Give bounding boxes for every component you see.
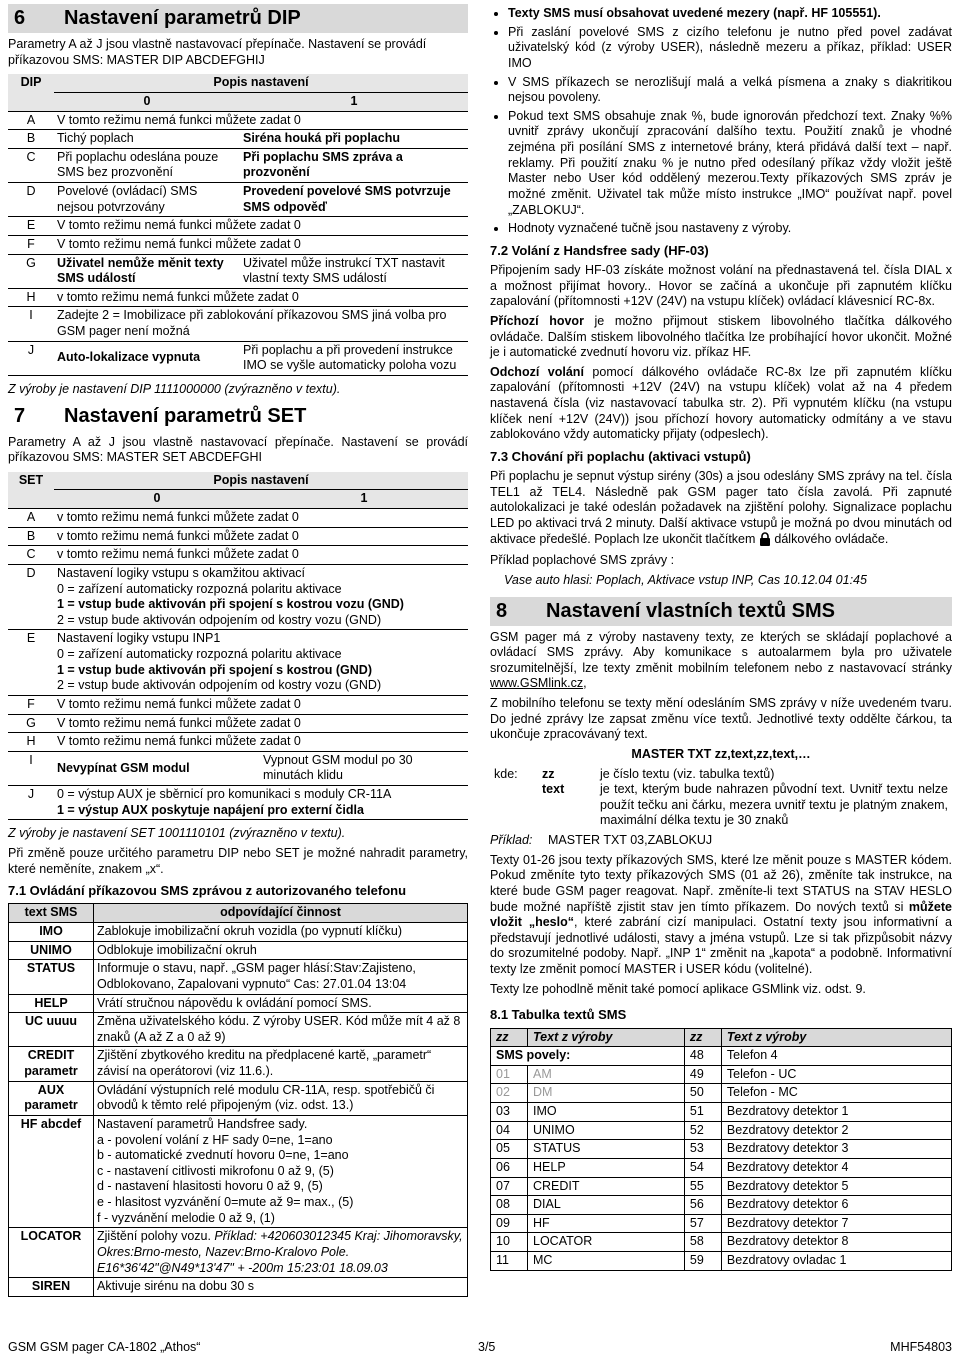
- notes-list: [490, 6, 952, 237]
- sec73-heading: 7.3 Chování při poplachu (aktivaci vstupů): [490, 448, 751, 464]
- table-row: B Tichý poplach Siréna houká při poplachu: [8, 130, 468, 149]
- section-number: 6: [14, 7, 26, 29]
- table-row: 04 UNIMO 52 Bezdratovy detektor 2: [491, 1121, 952, 1140]
- table-row: 03 IMO 51 Bezdratovy detektor 1: [491, 1103, 952, 1122]
- dip-table: [8, 74, 468, 376]
- table-row: 08 DIAL 56 Bezdratovy detektor 6: [491, 1196, 952, 1215]
- table-row: UNIMO Odblokuje imobilizační okruh: [9, 941, 468, 960]
- list-item: • Pokud text SMS obsahuje znak %, bude ignorován předchozí text. Znaky %% uvnitř zprávy ukončují zpracování dalšího textu. Použití znaků je vhodné zejména při posílání SMS z internetové brány, která přidává další text – např. reklamy. Při použití znaku % je nutno před odesílaný příkaz vždy vložit ještě Master nebo User kód oddělený mezerou.Texty příkazových SMS zpráv je možné změnit. Uživatel tak může místo instrukce „IMO“ používat např. povel „ZABLOKUJ“.: [508, 109, 952, 218]
- dip-col1: 1: [240, 92, 468, 111]
- table-row: 06 HELP 54 Bezdratovy detektor 4: [491, 1158, 952, 1177]
- table-row: 10 LOCATOR 58 Bezdratovy detektor 8: [491, 1233, 952, 1252]
- gsmlink-link[interactable]: www.GSMlink.cz: [490, 676, 584, 691]
- table-row: A V tomto režimu nemá funkci můžete zadat 0: [8, 111, 468, 130]
- left-column: [8, 0, 468, 1297]
- table-row: SIREN Aktivuje sirénu na dobu 30 s: [9, 1278, 468, 1297]
- table-row: 01 AM 49 Telefon - UC: [491, 1065, 952, 1084]
- dip-col0: 0: [54, 92, 240, 111]
- table-row: E V tomto režimu nemá funkci můžete zadat 0: [8, 217, 468, 236]
- table-row: STATUS Informuje o stavu, např. „GSM pager hlásí:Stav:Zajisteno, Odblokovano, Zapalovani vypnuto“ Cas: 27.01.04 13:04: [9, 960, 468, 994]
- table-row: E Nastavení logiky vstupu INP1 0 = zařízení automaticky rozpozná polaritu aktivace 1 = vstup bude aktivován při spojení s kostrou (GND) 2 = vstup bude aktivován odpojením od kostry vozu (GND): [8, 630, 468, 696]
- right-column: • Texty SMS musí obsahovat uvedené mezery (např. HF 105551). • Při zaslání povelové SMS z cizího telefonu je nutno před povel zadávat uživatelský kód (z výroby USER), následně mezeru a příkaz, příklad: USER IMO • V SMS příkazech se nerozlišují malá a velká písmena a znaky s diakritikou nejsou povoleny. • Pokud text SMS obsahuje znak %, bude ignorován předchozí text. Znaky %% uvnitř zprávy ukončují zpracování dalšího textu. Použití znaků je vhodné zejména při posílání SMS z internetové brány, která přidává další text – např. reklamy. Při použití znaku % je nutno před odesílaný příkaz vždy vložit ještě Master nebo User kód oddělený mezerou.Texty příkazových SMS zpráv je možné změnit. Uživatel tak může místo instrukce „IMO“ používat např. povel „ZABLOKUJ“. • Hodnoty vyznačené tučně jsou nastaveny z výroby. 7.2 Volání z Handsfree sady (HF-03) Připojením sady HF-03 získáte možnost volání na přednastavená tel. čísla DIAL x a možnost přijímat hovory.. Hovor se začíná a ukončuje při zapnutém klíčku zapalování (přítomnosti +12V (24V) na vstupu klíček) ovládací klávesnicí RC-8x. Příchozí hovor je možno přijmout stiskem libovolného tlačítka dálkového ovládače. Dalším stiskem libovolného tlačítka lze probíhající hovor ukončit. Možné je i automatické zvednutí hovoru viz. příkaz HF. Odchozí volání pomocí dálkového ovládače RC-8x lze při zapnutém klíčku zapalování (přítomnosti +12V (24V) na vstupu klíček) volat až na 4 předem nastavená čísla (viz nastavovací tabulka str. 2). Při vypnutém klíčku (na vstupu klíček není +12V (24V)) jsou příchozí hovory automaticky odmítány a ve stavu zablokováno vždy automaticky přijaty (odpeslech). 7.3 Chování při poplachu (aktivaci vstupů) Při poplachu je sepnut výstup sirény (30s) a jsou odeslány SMS zprávy na tel. čísla TEL1 až TEL4. Následně pak GSM pager tato čísla zavolá. Při zapnuté autolokalizaci je také odeslán požadavek na zjištění polohy. Signalizace poplachu LED po aktivaci trvá 2 minuty. Další aktivace vstupů je možná po dvou minutách od aktivace předešlé. Poplach lze ukončit tlačítkem dálkového ovládače. Příklad poplachové SMS zprávy : Vase auto hlasi: Poplach, Aktivace vstup INP, Cas 10.12.04 01:45 8 Nastavení vlastních textů SMS GSM pager má z výroby nastaveny texty, ze kterých se skládají poplachové a ovládací SMS zprávy. Aby komunikace s autoalarmem byla pro uživatele srozumitelnější, lze texty změnit mobilním telefonem nebo z nastavovací stránky www.GSMlink.cz, Z mobilního telefonu se texty mění odesláním SMS zprávy v níže uvedeném tvaru. Do jedné zprávy lze zapsat změnu více textů. Jednotlivé texty oddělte čárkou, ta ukončuje zpracovávaný text. MASTER TXT zz,text,zz,text,… kde: zz je číslo textu (viz. tabulka textů) text je text, kterým bude nahrazen původní text. Uvnitř textu nelze použít tečku ani čárku, mezera uvnitř textu je platným znakem, maximální délka textu je 30 znaků Příklad: MASTER TXT 03,ZABLOKUJ Texty 01-26 jsou texty příkazových SMS, které lze měnit pouze s MASTER kódem. Pokud změníte tyto texty příkazových SMS (01 až 26), změníte tak instrukce, na které bude GSM pager reagovat. Např. změníte-li text STATUS na STAV HESLO bude možné napříště zjistit stav jen tímto příkazem. Do nových textů si můžete vložit „heslo“, které zabrání cizí manipulaci. Ostatní texty jsou informativní a představují jednotlivé události, stavy a jména vstupů. Lze si tak přizpůsobit názvy do srozumitelné podoby. Např. „INP 1“ změnit na „kapota“ a podobně. Informativní texty lze změnit pomocí MASTER i USER kódu (volitelné). Texty lze pohodlně měnit také pomocí aplikace GSMlink viz. odst. 9. 8.1 Tabulka textů SMS zz Text z výroby zz Text z výroby SMS povely: 48 Telefon 4 01 AM 49 Telefon - UC 02 DM 50 Telefon - MC 03 IMO 51 Bezdratovy detektor 1 04 UNIMO 52 Bezdratovy detektor 2 05 STATUS 53 Bezdratovy detektor 3 06 HELP 54 Bezdratovy detektor 4 07 CREDIT 55 Bezdratovy detektor 5 08 DIAL 56 Bezdratovy detektor 6 09 HF 57 Bezdratovy detektor 7 10 LOCATOR 58 Bezdratovy detektor 8 11 MC 59 Bezdratovy ovladac 1: [490, 6, 952, 1271]
- table-row: A v tomto režimu nemá funkci můžete zadat 0: [8, 509, 468, 528]
- table-row: 05 STATUS 53 Bezdratovy detektor 3: [491, 1140, 952, 1159]
- table-row: I Zadejte 2 = Imobilizace při zablokování příkazovou SMS jiná volba pro GSM pager není možná: [8, 307, 468, 341]
- dip-col-desc: Popis nastavení: [54, 74, 468, 92]
- table-row: G Uživatel nemůže měnit texty SMS událostí Uživatel může instrukcí TXT nastavit vlastní texty SMS událostí: [8, 254, 468, 288]
- table-row: G V tomto režimu nemá funkci můžete zadat 0: [8, 714, 468, 733]
- table-row: F V tomto režimu nemá funkci můžete zadat 0: [8, 235, 468, 254]
- table-row: J 0 = výstup AUX je sběrnicí pro komunikaci s moduly CR-11A 1 = výstup AUX poskytuje napájení pro externí čidla: [8, 786, 468, 820]
- table-row: D Povelové (ovládací) SMS nejsou potvrzovány Provedení povelové SMS potvrzuje SMS odpověď: [8, 183, 468, 217]
- section-6-heading: [8, 4, 468, 33]
- table-row: H V tomto režimu nemá funkci můžete zadat 0: [8, 733, 468, 752]
- sms-command-table: text SMS odpovídající činnost IMO Zablokuje imobilizační okruh vozidla (po vypnutí klíčku) UNIMO Odblokuje imobilizační okruh STATUS Informuje o stavu, např. „GSM pager hlásí:Stav:Zajisteno, Odblokovano, Zapalovani vypnuto“ Cas: 27.01.04 13:04 HELP Vrátí stručnou nápovědu k ovládání pomocí SMS. UC uuuu Změna uživatelského kódu. Z výroby USER. Kód může mít 4 až 8 znaků (A až Z a 0 až 9) CREDIT parametr Zjištění zbytkového kreditu na předplacené kartě, „parametr“ závisí na operátorovi (viz 11.6.). AUX parametr Ovládání výstupních relé modulu CR-11A, resp. spotřebičů či obvodů k těmto relé připojeným (viz. odst. 13.) HF abcdef Nastavení parametrů Handsfree sady. a - povolení volání z HF sady 0=ne, 1=ano b - automatické zvednutí hovoru 0=ne, 1=ano c - nastavení citlivosti mikrofonu 0 až 9, (5) d - nastavení hlasitosti hovoru 0 až 9, (5) e - hlasitost vyzvánění 0=mute až 9= max., (5) f - vyzvánění melodie 0 až 9, (1) LOCATOR Zjištění polohy vozu. Příklad: +420603012345 Kraj: Jihomoravsky, Okres:Brno-mesto, Nazev:Brno-Kralovo Pole. E16*36'42"@N49*13'47" + -200m 15:23:01 18.09.03 SIREN Aktivuje sirénu na dobu 30 s: [8, 903, 468, 1296]
- kde-table: kde: zz je číslo textu (viz. tabulka textů) text je text, kterým bude nahrazen původní text. Uvnitř textu nelze použít tečku ani čárku, mezera uvnitř textu je platným znakem, maximální délka textu je 30 znaků: [494, 766, 948, 828]
- table-row: HF abcdef Nastavení parametrů Handsfree sady. a - povolení volání z HF sady 0=ne, 1=ano b - automatické zvednutí hovoru 0=ne, 1=ano c - nastavení citlivosti mikrofonu 0 až 9, (5) d - nastavení hlasitosti hovoru 0 až 9, (5) e - hlasitost vyzvánění 0=mute až 9= max., (5) f - vyzvánění melodie 0 až 9, (1): [9, 1115, 468, 1227]
- table-row: 07 CREDIT 55 Bezdratovy detektor 5: [491, 1177, 952, 1196]
- table-row: C Při poplachu odeslána pouze SMS bez prozvonění Při poplachu SMS zpráva a prozvonění: [8, 148, 468, 182]
- table-row: 02 DM 50 Telefon - MC: [491, 1084, 952, 1103]
- sms-text-table: zz Text z výroby zz Text z výroby SMS povely: 48 Telefon 4 01 AM 49 Telefon - UC 02 DM 50 Telefon - MC 03 IMO 51 Bezdratovy detektor 1 04 UNIMO 52 Bezdratovy detektor 2 05 STATUS 53 Bezdratovy detektor 3 06 HELP 54 Bezdratovy detektor 4 07 CREDIT 55 Bezdratovy detektor 5 08 DIAL 56 Bezdratovy detektor 6 09 HF 57 Bezdratovy detektor 7 10 LOCATOR 58 Bezdratovy detektor 8 11 MC 59 Bezdratovy ovladac 1: [490, 1028, 952, 1271]
- set-table: SET Popis nastavení 0 1 A v tomto režimu nemá funkci můžete zadat 0 B v tomto režimu nemá funkci můžete zadat 0 C v tomto režimu nemá funkci můžete zadat 0 D Nastavení logiky vstupu s okamžitou aktivací 0 = zařízení automaticky rozpozná polaritu aktivace 1 = vstup bude aktivován při spojení s kostrou vozu (GND) 2 = vstup bude aktivován odpojením od kostry vozu (GND) E Nastavení logiky vstupu INP1 0 = zařízení automaticky rozpozná polaritu aktivace 1 = vstup bude aktivován při spojení s kostrou (GND) 2 = vstup bude aktivován odpojením od kostry vozu (GND) F V tomto režimu nemá funkci můžete zadat 0 G V tomto režimu nemá funkci můžete zadat 0 H V tomto režimu nemá funkci můžete zadat 0 I Nevypínat GSM modul Vypnout GSM modul po 30 minutách klidu J 0 = výstup AUX je sběrnicí pro komunikaci s moduly CR-11A 1 = výstup AUX poskytuje napájení pro externí čidla: [8, 472, 468, 821]
- sec81-heading: 8.1 Tabulka textů SMS: [490, 1007, 627, 1023]
- section-title: Nastavení parametrů DIP: [64, 7, 301, 29]
- table-row: C v tomto režimu nemá funkci můžete zadat 0: [8, 546, 468, 565]
- lock-icon: [759, 532, 771, 546]
- list-item: • Texty SMS musí obsahovat uvedené mezery (např. HF 105551).: [508, 6, 952, 22]
- table-row: H v tomto režimu nemá funkci můžete zadat 0: [8, 288, 468, 307]
- table-row: AUX parametr Ovládání výstupních relé modulu CR-11A, resp. spotřebičů či obvodů k těmto relé připojeným (viz. odst. 13.): [9, 1081, 468, 1115]
- list-item: • Při zaslání povelové SMS z cizího telefonu je nutno před povel zadávat uživatelský kód (z výroby USER), následně mezeru a příkaz, příklad: USER IMO: [508, 25, 952, 72]
- sec71-heading: 7.1 Ovládání příkazovou SMS zprávou z autorizovaného telefonu: [8, 883, 407, 899]
- table-row: F V tomto režimu nemá funkci můžete zadat 0: [8, 695, 468, 714]
- table-row: I Nevypínat GSM modul Vypnout GSM modul po 30 minutách klidu: [8, 751, 468, 785]
- list-item: • V SMS příkazech se nerozlišují malá a velká písmena a znaky s diakritikou nejsou povoleny.: [508, 75, 952, 106]
- dip-col-label: DIP: [8, 74, 54, 111]
- sec7-intro: Parametry A až J jsou vlastně nastavovací přepínače. Nastavení se provádí příkazovou SMS: MASTER SET ABCDEFGHI: [8, 434, 468, 465]
- table-row: SMS povely: 48 Telefon 4: [491, 1047, 952, 1066]
- table-row: UC uuuu Změna uživatelského kódu. Z výroby USER. Kód může mít 4 až 8 znaků (A až Z a 0 až 9): [9, 1013, 468, 1047]
- table-row: 11 MC 59 Bezdratovy ovladac 1: [491, 1252, 952, 1271]
- section-7-heading: 7 Nastavení parametrů SET: [8, 402, 468, 431]
- table-row: IMO Zablokuje imobilizační okruh vozidla (po vypnutí klíčku): [9, 923, 468, 942]
- table-row: HELP Vrátí stručnou nápovědu k ovládání pomocí SMS.: [9, 994, 468, 1013]
- table-row: D Nastavení logiky vstupu s okamžitou aktivací 0 = zařízení automaticky rozpozná polaritu aktivace 1 = vstup bude aktivován při spojení s kostrou vozu (GND) 2 = vstup bude aktivován odpojením od kostry vozu (GND): [8, 564, 468, 630]
- table-row: LOCATOR Zjištění polohy vozu. Příklad: +420603012345 Kraj: Jihomoravsky, Okres:Brno-mesto, Nazev:Brno-Kralovo Pole. E16*36'42"@N49*13'47" + -200m 15:23:01 18.09.03: [9, 1228, 468, 1278]
- table-row: CREDIT parametr Zjištění zbytkového kreditu na předplacené kartě, „parametr“ závisí na operátorovi (viz 11.6.).: [9, 1047, 468, 1081]
- table-row: J Auto-lokalizace vypnuta Při poplachu a při provedení instrukce IMO se vyšle automaticky poloha vozu: [8, 341, 468, 375]
- table-row: B v tomto režimu nemá funkci můžete zadat 0: [8, 527, 468, 546]
- table-row: 09 HF 57 Bezdratovy detektor 7: [491, 1214, 952, 1233]
- dip-footnote: Z výroby je nastavení DIP 1111000000 (zvýrazněno v textu).: [8, 381, 341, 396]
- section-8-heading: 8 Nastavení vlastních textů SMS: [490, 597, 952, 626]
- change-note: Při změně pouze určitého parametru DIP nebo SET je možné nahradit parametry, které neměníte, znakem „x“.: [8, 845, 468, 876]
- sec6-intro: Parametry A až J jsou vlastně nastavovací přepínače. Nastavení se provádí příkazovou SMS: MASTER DIP ABCDEFGHIJ: [8, 37, 427, 67]
- list-item: • Hodnoty vyznačené tučně jsou nastaveny z výroby.: [508, 221, 952, 237]
- sec72-heading: 7.2 Volání z Handsfree sady (HF-03): [490, 242, 709, 258]
- set-footnote: Z výroby je nastavení SET 1001110101 (zvýrazněno v textu).: [8, 826, 346, 841]
